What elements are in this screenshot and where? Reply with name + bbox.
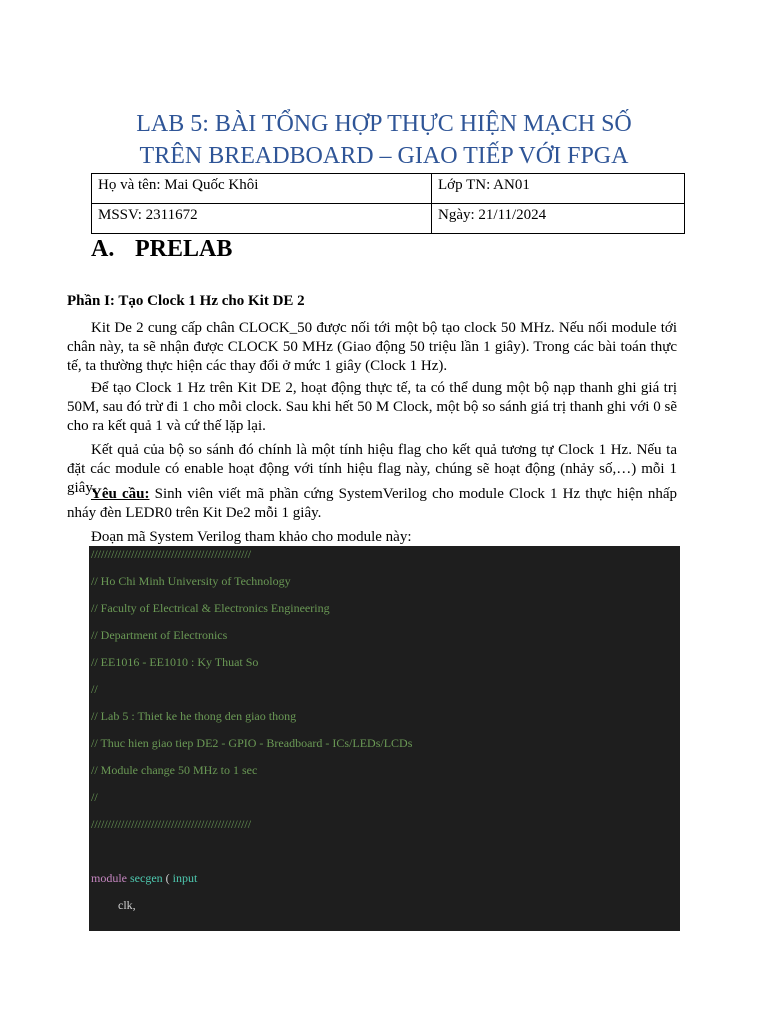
code-comment-line: // EE1016 - EE1010 : Ky Thuat So bbox=[91, 655, 259, 669]
module-keyword: module bbox=[91, 871, 127, 885]
class-cell: Lớp TN: AN01 bbox=[432, 174, 685, 204]
section-heading bbox=[91, 234, 232, 264]
input-keyword: input bbox=[172, 871, 198, 885]
section-label: PRELAB bbox=[135, 236, 233, 262]
code-comment-line: // bbox=[91, 790, 98, 804]
paragraph-1: Kit De 2 cung cấp chân CLOCK_50 được nối tới một bộ tạo clock 50 MHz. Nếu nối module tới chân này, ta sẽ nhận được CLOCK 50 MHz (Giao động 50 triệu lần 1 giây). Trong các bài toán thực tế, ta thường thực hiện các thay đổi ở mức 1 giây (Clock 1 Hz). bbox=[67, 320, 677, 374]
document-title bbox=[0, 108, 768, 172]
code-comment-line: //////////////////////////////////////////////// bbox=[91, 547, 252, 561]
student-name-cell: Họ và tên: Mai Quốc Khôi bbox=[92, 174, 432, 204]
part-title: Phần I: Tạo Clock 1 Hz cho Kit DE 2 bbox=[67, 293, 305, 309]
paragraph-3: Kết quả của bộ so sánh đó chính là một tính hiệu flag cho kết quả tương tự Clock 1 Hz. Nếu ta đặt các module có enable hoạt động với tính hiệu flag này, chúng sẽ hoạt động (nhảy số,…) mỗi 1 giây. bbox=[67, 442, 677, 496]
table-row bbox=[92, 204, 685, 234]
title-line-2: TRÊN BREADBOARD – GIAO TIẾP VỚI FPGA bbox=[139, 143, 629, 169]
code-comment-line: //////////////////////////////////////////////// bbox=[91, 817, 252, 831]
code-module-line bbox=[91, 871, 197, 886]
code-clk-line: clk, bbox=[118, 898, 136, 912]
code-comment-line: // Ho Chi Minh University of Technology bbox=[91, 574, 291, 588]
open-paren: ( bbox=[165, 871, 170, 885]
code-comment-line: // Department of Electronics bbox=[91, 628, 228, 642]
module-name: secgen bbox=[130, 871, 163, 885]
code-comment-line: // Faculty of Electrical & Electronics Engineering bbox=[91, 601, 330, 615]
requirement-paragraph bbox=[67, 485, 677, 523]
date-cell: Ngày: 21/11/2024 bbox=[432, 204, 685, 234]
table-row bbox=[92, 174, 685, 204]
student-id-cell: MSSV: 2311672 bbox=[92, 204, 432, 234]
code-block bbox=[89, 546, 680, 931]
code-comment-line: // bbox=[91, 682, 98, 696]
section-letter: A. bbox=[91, 236, 115, 262]
code-intro: Đoạn mã System Verilog tham khảo cho module này: bbox=[91, 529, 412, 545]
code-comment-line: // Lab 5 : Thiet ke he thong den giao thong bbox=[91, 709, 297, 723]
code-comment-line: // Thuc hien giao tiep DE2 - GPIO - Breadboard - ICs/LEDs/LCDs bbox=[91, 736, 413, 750]
paragraph-2: Để tạo Clock 1 Hz trên Kit DE 2, hoạt động thực tế, ta có thể dung một bộ nạp thanh ghi giá trị 50M, sau đó trừ đi 1 cho mỗi clock. Sau khi hết 50 M Clock, một bộ so sánh giá trị thanh ghi với 0 sẽ cho ra kết quả 1 và cứ thế lặp lại. bbox=[67, 380, 677, 434]
requirement-text: Sinh viên viết mã phần cứng SystemVerilog cho module Clock 1 Hz thực hiện nhấp nháy đèn LEDR0 trên Kit De2 mỗi 1 giây. bbox=[67, 486, 678, 521]
requirement-label: Yêu cầu: bbox=[91, 486, 150, 502]
title-line-1: LAB 5: BÀI TỔNG HỢP THỰC HIỆN MẠCH SỐ bbox=[136, 111, 632, 137]
student-info-table bbox=[91, 173, 685, 234]
code-comment-line: // Module change 50 MHz to 1 sec bbox=[91, 763, 258, 777]
